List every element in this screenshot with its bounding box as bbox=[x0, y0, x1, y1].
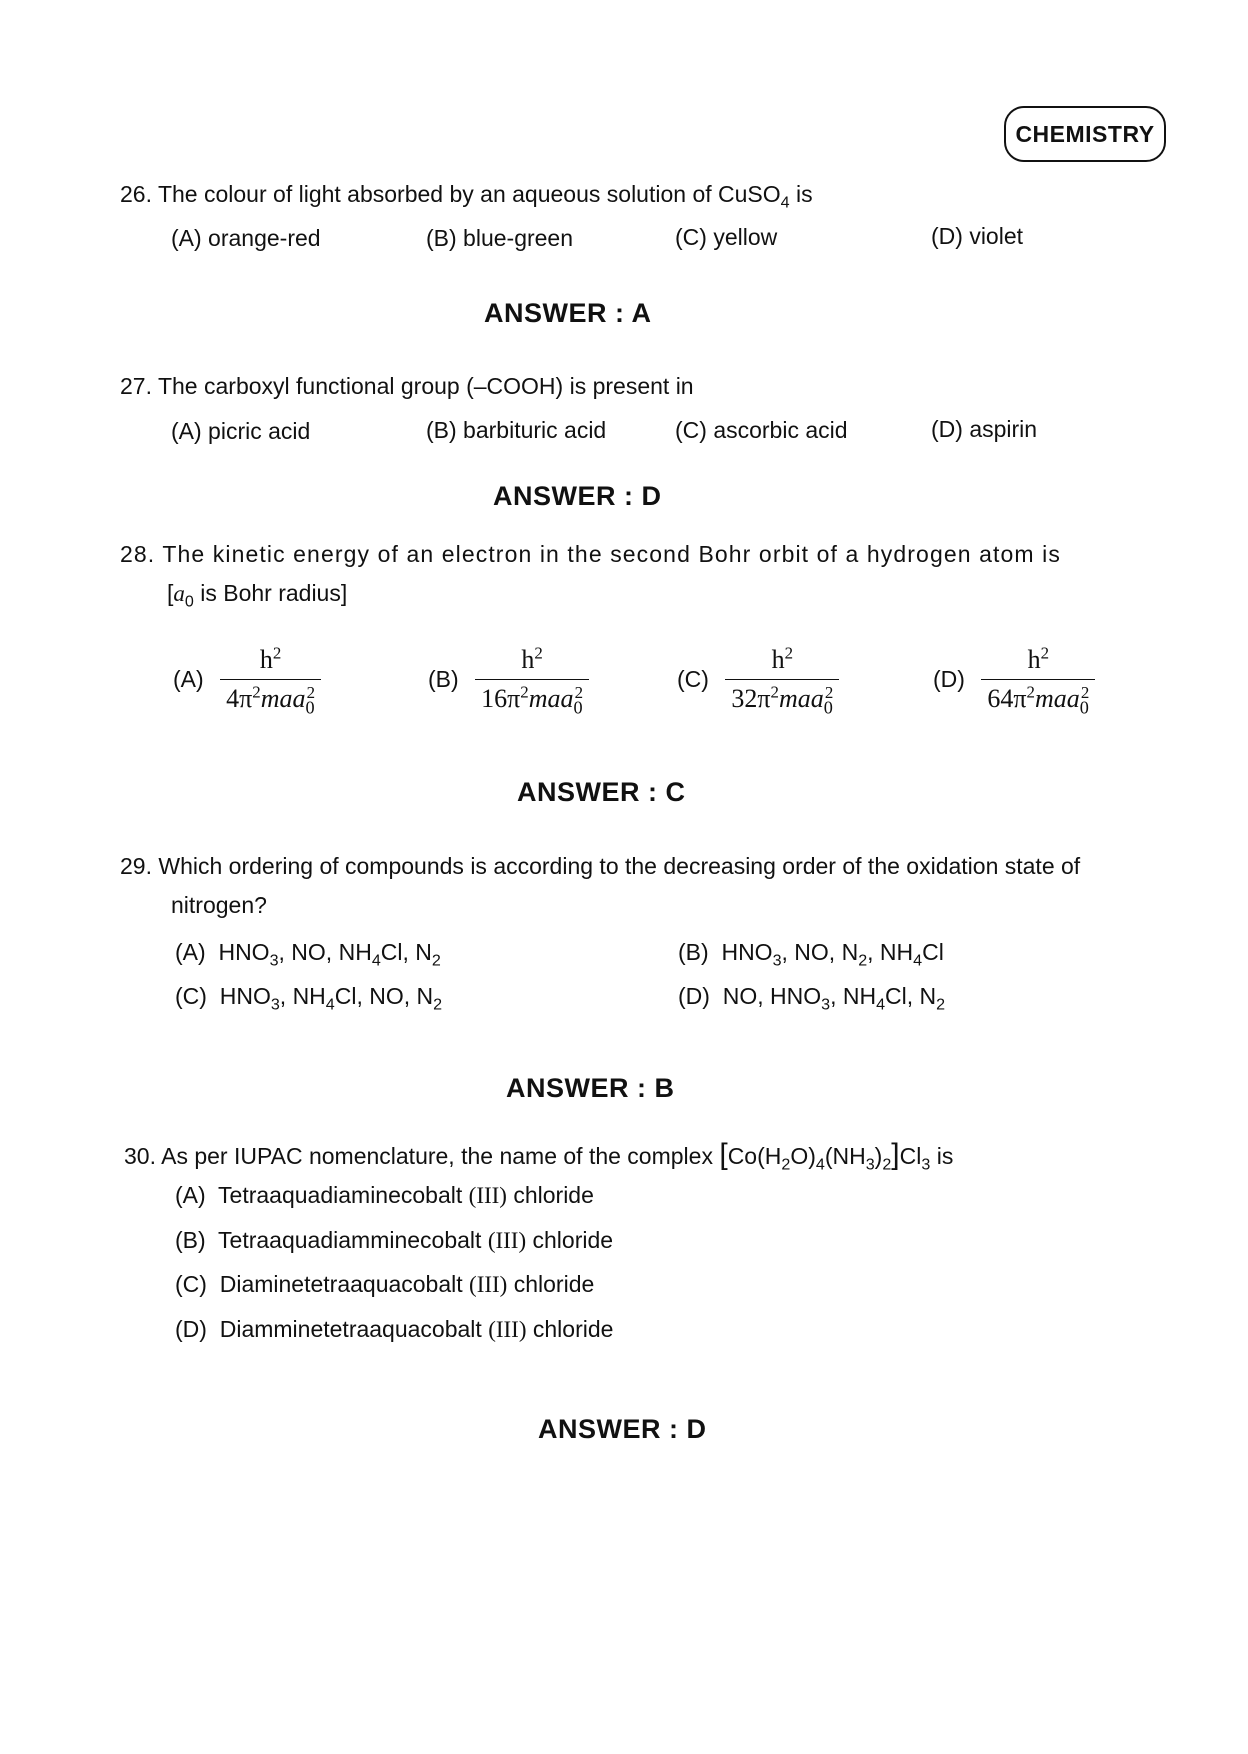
question-29-line2: nitrogen? bbox=[171, 892, 267, 918]
option-d: (D) Diamminetetraaquacobalt (III) chloride bbox=[175, 1316, 614, 1342]
subject-badge: CHEMISTRY bbox=[1004, 106, 1166, 162]
question-29 bbox=[120, 853, 1080, 880]
complex-formula: $[Co(H_2O)_4(NH_3)_2]Cl_3$ bbox=[719, 1138, 931, 1174]
question-number: 30. bbox=[124, 1143, 156, 1169]
question-number: 28. bbox=[120, 541, 156, 567]
option-d: (D) NO, $HNO_3$, $NH_4Cl$, $N_2$ bbox=[678, 983, 946, 1014]
question-text: The kinetic energy of an electron in the second Bohr orbit of a hydrogen atom is bbox=[162, 541, 1061, 567]
question-30: 30. As per IUPAC nomenclature, the name of the complex $[Co(H_2O)_4(NH_3)_2]Cl_3$ is bbox=[124, 1138, 954, 1174]
answer-26: ANSWER : A bbox=[484, 298, 652, 328]
option-a: (A) picric acid bbox=[171, 418, 311, 444]
question-text: The colour of light absorbed by an aqueous solution of CuSO$_4$ is bbox=[157, 181, 813, 212]
question-number: 29. bbox=[120, 853, 152, 879]
option-a: (A) $\frac{h^2}{4\pi^2maa_0^2}$ bbox=[173, 645, 321, 714]
option-b: (B) $HNO_3$, NO, $N_2$, $NH_4Cl$ bbox=[678, 939, 944, 970]
question-number: 26. bbox=[120, 181, 152, 207]
option-d: (D) $\frac{h^2}{64\pi^2maa_0^2}$ bbox=[933, 645, 1095, 714]
option-b: (B) blue-green bbox=[426, 225, 574, 251]
option-b: (B) Tetraaquadiamminecobalt (III) chloride bbox=[175, 1227, 614, 1253]
question-text: Which ordering of compounds is according to the decreasing order of the oxidation state of bbox=[158, 853, 1081, 879]
option-c: (C) ascorbic acid bbox=[675, 417, 848, 443]
answer-29: ANSWER : B bbox=[506, 1073, 675, 1103]
answer-28: ANSWER : C bbox=[517, 777, 686, 807]
question-27 bbox=[120, 373, 694, 400]
option-b: (B) barbituric acid bbox=[426, 417, 607, 443]
option-c: (C) $HNO_3$, $NH_4Cl$, NO, $N_2$ bbox=[175, 983, 443, 1014]
formula-fraction: $\frac{h^2}{16\pi^2maa_0^2}$ bbox=[475, 645, 589, 714]
option-c: (C) yellow bbox=[675, 224, 778, 250]
formula-fraction: $\frac{h^2}{64\pi^2maa_0^2}$ bbox=[981, 645, 1095, 714]
question-number: 27. bbox=[120, 373, 152, 399]
option-d: (D) violet bbox=[931, 223, 1024, 249]
question-text: As per IUPAC nomenclature, the name of the complex bbox=[161, 1143, 720, 1169]
question-28 bbox=[120, 541, 1061, 568]
answer-27: ANSWER : D bbox=[493, 481, 662, 511]
question-text: The carboxyl functional group (–COOH) is present in bbox=[157, 373, 694, 399]
option-b: (B) $\frac{h^2}{16\pi^2maa_0^2}$ bbox=[428, 645, 589, 714]
option-a: (A) orange-red bbox=[171, 225, 321, 251]
question-28-note: [$a_0$ is Bohr radius] bbox=[167, 580, 348, 611]
option-c: (C) $\frac{h^2}{32\pi^2maa_0^2}$ bbox=[677, 645, 839, 714]
option-d: (D) aspirin bbox=[931, 416, 1038, 442]
option-a: (A) Tetraaquadiaminecobalt (III) chloride bbox=[175, 1182, 594, 1208]
formula-fraction: $\frac{h^2}{4\pi^2maa_0^2}$ bbox=[220, 645, 321, 714]
option-c: (C) Diaminetetraaquacobalt (III) chloride bbox=[175, 1271, 595, 1297]
question-26 bbox=[120, 181, 813, 212]
answer-30: ANSWER : D bbox=[538, 1414, 707, 1444]
option-a: (A) $HNO_3$, NO, $NH_4Cl$, $N_2$ bbox=[175, 939, 441, 970]
formula-fraction: $\frac{h^2}{32\pi^2maa_0^2}$ bbox=[725, 645, 839, 714]
